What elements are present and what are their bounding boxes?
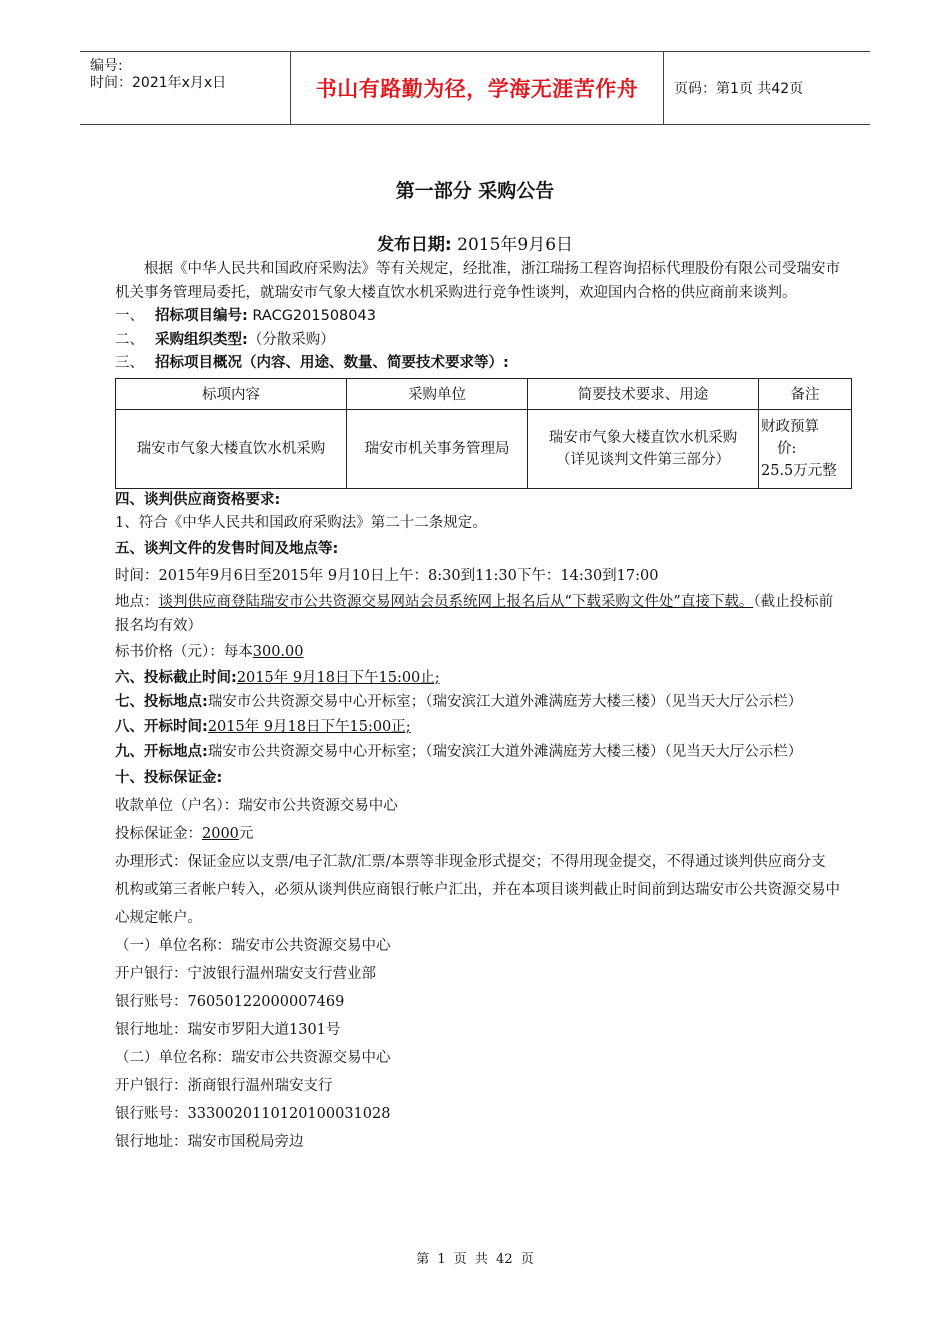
intro-paragraph: 根据《中华人民共和国政府采购法》等有关规定，经批准，浙江瑞扬工程咨询招标代理股份有限公司受瑞安市机关事务管理局委托，就瑞安市气象大楼直饮水机采购进行竞争性谈判，欢迎国内合格的供应商前来谈判。 (115, 261, 840, 301)
table-cell-content: 瑞安市气象大楼直饮水机采购 (116, 409, 347, 488)
table-header: 采购单位 (347, 378, 528, 409)
document-body (115, 258, 840, 1156)
table-cell-requirements: 瑞安市气象大楼直饮水机采购 （详见谈判文件第三部分） (528, 409, 759, 488)
publish-date-value: 2015年9月6日 (451, 235, 574, 255)
table-row (116, 409, 852, 488)
section-3: 三、 招标项目概况（内容、用途、数量、简要技术要求等）: (115, 355, 509, 371)
project-table (115, 378, 852, 489)
header-page-info: 页码：第1页 共42页 (674, 81, 804, 97)
publish-date-label: 发布日期: (376, 235, 452, 255)
page-header (80, 51, 870, 125)
header-meta (80, 52, 291, 124)
account-2-address: 银行地址：瑞安市国税局旁边 (115, 1133, 304, 1150)
sale-time: 时间：2015年9月6日至2015年 9月10日上午：8:30到11:30下午：14:30到17:00 (115, 567, 659, 584)
page-title: 第一部分 采购公告 (395, 180, 555, 202)
table-header: 备注 (759, 378, 852, 409)
publish-date (0, 230, 950, 255)
section-10-heading: 十、投标保证金: (115, 769, 223, 786)
account-1-name: （一）单位名称：瑞安市公共资源交易中心 (115, 937, 391, 954)
sale-place: 地点：谈判供应商登陆瑞安市公共资源交易网站会员系统网上报名后从“下载采购文件处”直接下载。（截止投标前报名均有效） (115, 593, 834, 634)
section-8: 八、开标时间:2015年 9月18日下午15:00正; (115, 719, 411, 735)
sale-place-link[interactable]: 谈判供应商登陆瑞安市公共资源交易网站会员系统网上报名后从“下载采购文件处”直接下载。 (158, 593, 754, 610)
table-cell-unit: 瑞安市机关事务管理局 (347, 409, 528, 488)
tender-price: 标书价格（元）：每本300.00 (115, 643, 304, 660)
account-1-bank: 开户银行：宁波银行温州瑞安支行营业部 (115, 965, 376, 982)
section-5-heading: 五、谈判文件的发售时间及地点等: (115, 540, 339, 557)
deposit-method: 办理形式：保证金应以支票/电子汇款/汇票/本票等非现金形式提交；不得用现金提交，不得通过谈判供应商分支机构或第三者帐户转入，必须从谈判供应商银行帐户汇出，并在本项目谈判截止时间前到达瑞安市公共资源交易中心规定帐户。 (115, 853, 840, 926)
section-1: 一、 招标项目编号: RACG201508043 (115, 308, 376, 324)
table-header: 简要技术要求、用途 (528, 378, 759, 409)
section-6: 六、投标截止时间:2015年 9月18日下午15:00止; (115, 669, 440, 686)
account-2-name: （二）单位名称：瑞安市公共资源交易中心 (115, 1049, 391, 1066)
header-motto: 书山有路勤为径，学海无涯苦作舟 (291, 52, 664, 124)
section-4-text: 1、符合《中华人民共和国政府采购法》第二十二条规定。 (115, 515, 487, 531)
payee: 收款单位（户名）：瑞安市公共资源交易中心 (115, 797, 398, 814)
account-1-address: 银行地址：瑞安市罗阳大道1301号 (115, 1021, 341, 1038)
section-9: 九、开标地点:瑞安市公共资源交易中心开标室；（瑞安滨江大道外滩满庭芳大楼三楼）（见当天大厅公示栏） (115, 744, 803, 760)
header-time: 时间：2021年x月x日 (90, 75, 227, 91)
page-footer: 第 1 页 共 42 页 (416, 1252, 534, 1267)
section-2: 二、 采购组织类型:（分散采购） (115, 331, 335, 348)
section-4-heading: 四、谈判供应商资格要求: (115, 491, 281, 508)
account-2-bank: 开户银行：浙商银行温州瑞安支行 (115, 1077, 333, 1094)
account-2-number: 银行账号：333002011012010003102​8 (115, 1105, 391, 1122)
header-number: 编号: (90, 58, 123, 74)
account-1-number: 银行账号：76050122000007469 (115, 993, 345, 1010)
table-header-row (116, 378, 852, 409)
table-header: 标项内容 (116, 378, 347, 409)
section-7: 七、投标地点:瑞安市公共资源交易中心开标室；（瑞安滨江大道外滩满庭芳大楼三楼）（见当天大厅公示栏） (115, 693, 803, 710)
table-cell-note: 财政预算 价: 25.5万元整 (759, 409, 852, 488)
deposit: 投标保证金：2000元 (115, 825, 254, 842)
